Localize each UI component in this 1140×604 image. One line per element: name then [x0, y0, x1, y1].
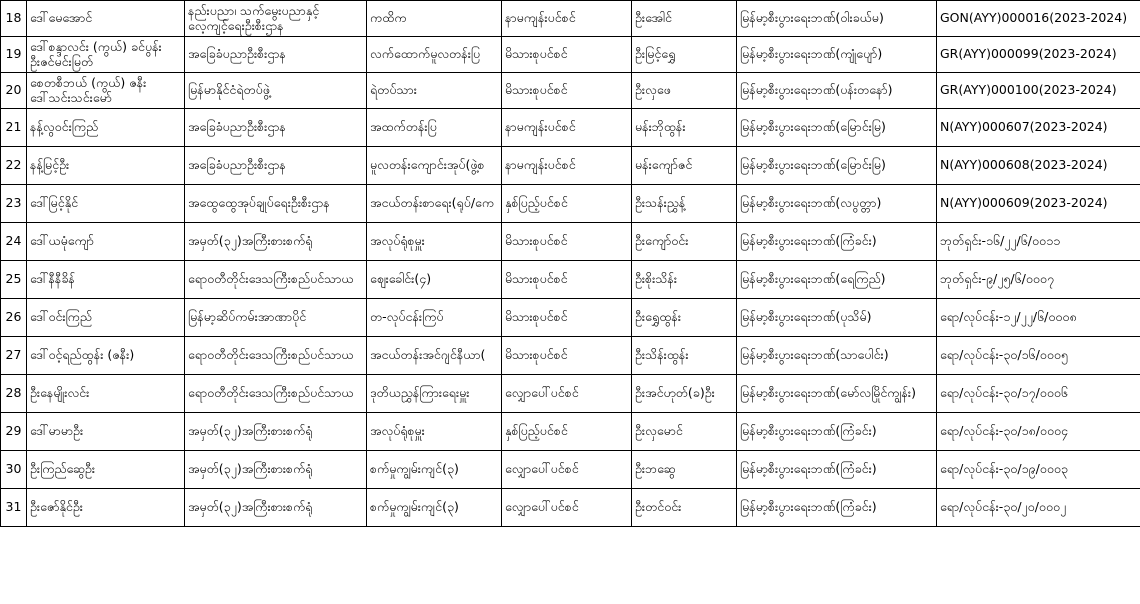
cell-bank: မြန်မာ့စီးပွားရေးဘဏ်(ကြံခင်း)	[737, 489, 937, 527]
cell-bank: မြန်မာ့စီးပွားရေးဘဏ်(ကြံခင်း)	[737, 223, 937, 261]
cell-department: အမှတ်(၃၂)အကြီးစားစက်ရုံ	[185, 223, 367, 261]
cell-name	[27, 73, 185, 109]
cell-department: အခြေခံပညာဦးစီးဌာန	[185, 147, 367, 185]
cell-name-line-2: ဒေါ်သင်းသင်းမော်	[30, 89, 112, 105]
row-number: 24	[1, 223, 27, 261]
row-number: 23	[1, 185, 27, 223]
cell-bank: မြန်မာ့စီးပွားရေးဘဏ်(ကြံခင်း)	[737, 413, 937, 451]
cell-position: အလုပ်ရုံစုမှူး	[367, 223, 502, 261]
cell-position: အငယ်တန်းအင်ဂျင်နီယာ(	[367, 337, 502, 375]
cell-supervisor: ဦးဘဆွေ	[632, 451, 737, 489]
cell-department-line-1: နည်းပညာ၊ သက်မွေးပညာနှင့်	[188, 2, 320, 18]
cell-bank: မြန်မာ့စီးပွားရေးဘဏ်(ဝါးခယ်မ)	[737, 1, 937, 37]
cell-supervisor: ဦးလှဖေ	[632, 73, 737, 109]
cell-code: ရော/လုပ်ငန်း-၃၀/၁၉/၀၀၀၃	[937, 451, 1140, 489]
table-row[interactable]	[1, 147, 1140, 185]
cell-department: အမှတ်(၃၂)အကြီးစားစက်ရုံ	[185, 413, 367, 451]
cell-code: ရော/လုပ်ငန်း-၁၂/၂၂/၆/၀၀၀၈	[937, 299, 1140, 337]
cell-code: ရော/လုပ်ငန်း-၃၀/၁၈/၀၀၀၄	[937, 413, 1140, 451]
cell-code: ဘုတ်ရှင်း-၉/၂၅/၆/၀၀၀၇	[937, 261, 1140, 299]
cell-name-line-1: ဒေါ်စန္ဒာလင်း (ကွယ်) ခင်ပွန်း	[30, 38, 162, 54]
row-number: 26	[1, 299, 27, 337]
cell-department: မြန်မာနိုင်ငံရဲတပ်ဖွဲ့	[185, 73, 367, 109]
cell-region: နာမကျန်းပင်စင်	[502, 147, 632, 185]
cell-supervisor: ဦးအင်ဟုတ်(ခ)ဦး	[632, 375, 737, 413]
cell-department: ရောဝတီတိုင်းဒေသကြီးစည်ပင်သာယ	[185, 261, 367, 299]
cell-department-line-2: လေ့ကျင့်ရေးဦးစီးဌာန	[188, 17, 284, 33]
table-row[interactable]	[1, 261, 1140, 299]
row-number: 22	[1, 147, 27, 185]
cell-name: ဒေါ်မြင့်နိုင်	[27, 185, 185, 223]
cell-bank: မြန်မာ့စီးပွားရေးဘဏ်(မော်လမြိုင်ကျွန်း)	[737, 375, 937, 413]
cell-code: ရော/လုပ်ငန်း-၃၀/၁၆/၀၀၀၅	[937, 337, 1140, 375]
cell-code: GON(AYY)000016(2023-2024)	[937, 1, 1140, 37]
row-number: 25	[1, 261, 27, 299]
table-body	[1, 1, 1140, 527]
cell-position: စက်မှုကျွမ်းကျင်(၃)	[367, 451, 502, 489]
cell-region: လျှောပေါ်ပင်စင်	[502, 489, 632, 527]
cell-department: ရောဝတီတိုင်းဒေသကြီးစည်ပင်သာယ	[185, 375, 367, 413]
cell-name: ဒေါ်ဝင်းကြည်	[27, 299, 185, 337]
cell-name-line-1: စေတစီဘယ် (ကွယ်) ဇနီး	[30, 74, 147, 90]
table-row[interactable]	[1, 185, 1140, 223]
table-row[interactable]	[1, 451, 1140, 489]
cell-department: အခြေခံပညာဦးစီးဌာန	[185, 109, 367, 147]
cell-region: နှစ်ပြည့်ပင်စင်	[502, 185, 632, 223]
cell-supervisor: ဦးကျော်ဝင်း	[632, 223, 737, 261]
table-row[interactable]	[1, 109, 1140, 147]
table-row[interactable]	[1, 299, 1140, 337]
cell-code: N(AYY)000609(2023-2024)	[937, 185, 1140, 223]
cell-name: ဦးနေမျိုးလင်း	[27, 375, 185, 413]
cell-name: ဒေါ်ဝင့်ရည်ထွန်း (ဇနီး)	[27, 337, 185, 375]
cell-name: ဒေါ်မာမာဦး	[27, 413, 185, 451]
table-row[interactable]	[1, 1, 1140, 37]
cell-code: ဘုတ်ရှင်း-၁၆/၂၂/၆/၀၀၁၁	[937, 223, 1140, 261]
cell-position: တ-လုပ်ငန်းကြပ်	[367, 299, 502, 337]
cell-department	[185, 1, 367, 37]
cell-position: ဈေးခေါင်း(၄)	[367, 261, 502, 299]
cell-code: N(AYY)000608(2023-2024)	[937, 147, 1140, 185]
cell-department: မြန်မာ့ဆိပ်ကမ်းအာဏာပိုင်	[185, 299, 367, 337]
table-row[interactable]	[1, 337, 1140, 375]
cell-supervisor: ဦးသန်းညွှန့်	[632, 185, 737, 223]
cell-position: မူလတန်းကျောင်းအုပ်(ဖွဲ့စ	[367, 147, 502, 185]
row-number: 30	[1, 451, 27, 489]
cell-name: ဒေါ်မေအောင်	[27, 1, 185, 37]
cell-supervisor: ဦးအေါင်	[632, 1, 737, 37]
cell-name: ဒေါ်နီနီခိန်	[27, 261, 185, 299]
cell-supervisor: ဦးတင်ဝင်း	[632, 489, 737, 527]
cell-supervisor: ဦးလှမောင်	[632, 413, 737, 451]
row-number: 28	[1, 375, 27, 413]
row-number: 27	[1, 337, 27, 375]
cell-region: မိသားစုပင်စင်	[502, 337, 632, 375]
cell-bank: မြန်မာ့စီးပွားရေးဘဏ်(လပွတ္တာ)	[737, 185, 937, 223]
table-row[interactable]	[1, 37, 1140, 73]
cell-code: ရော/လုပ်ငန်း-၃၀/၂၀/၀၀၀၂	[937, 489, 1140, 527]
row-number: 21	[1, 109, 27, 147]
cell-position: ရဲတပ်သား	[367, 73, 502, 109]
cell-bank: မြန်မာ့စီးပွားရေးဘဏ်(ကျုံပျော်)	[737, 37, 937, 73]
cell-bank: မြန်မာ့စီးပွားရေးဘဏ်(ပုသိမ်)	[737, 299, 937, 337]
cell-department: အမှတ်(၃၂)အကြီးစားစက်ရုံ	[185, 451, 367, 489]
cell-position: လက်ထောက်မူလတန်းပြ	[367, 37, 502, 73]
cell-name-line-2: ဦးဇင်မင်းမြတ်	[30, 53, 94, 69]
cell-region: နာမကျန်းပင်စင်	[502, 109, 632, 147]
cell-region: မိသားစုပင်စင်	[502, 261, 632, 299]
cell-department: အခြေခံပညာဦးစီးဌာန	[185, 37, 367, 73]
cell-region: မိသားစုပင်စင်	[502, 73, 632, 109]
cell-bank: မြန်မာ့စီးပွားရေးဘဏ်(မြောင်းမြ)	[737, 147, 937, 185]
cell-position: စက်မှုကျွမ်းကျင်(၃)	[367, 489, 502, 527]
cell-name: ဦးဇော်နိုင်ဦး	[27, 489, 185, 527]
cell-region: လျှောပေါ်ပင်စင်	[502, 451, 632, 489]
cell-region: နာမကျန်းပင်စင်	[502, 1, 632, 37]
row-number: 18	[1, 1, 27, 37]
cell-region: မိသားစုပင်စင်	[502, 37, 632, 73]
cell-supervisor: မန်းဘိုထွန်း	[632, 109, 737, 147]
cell-name: ဒေါ်ယမုံကျော်	[27, 223, 185, 261]
cell-supervisor: ဦးသိန်းထွန်း	[632, 337, 737, 375]
cell-supervisor: ဦးမြင့်ရွှေ	[632, 37, 737, 73]
row-number: 31	[1, 489, 27, 527]
cell-code: N(AYY)000607(2023-2024)	[937, 109, 1140, 147]
cell-bank: မြန်မာ့စီးပွားရေးဘဏ်(သာပေါင်း)	[737, 337, 937, 375]
cell-code: ရော/လုပ်ငန်း-၃၀/၁၇/၀၀၀၆	[937, 375, 1140, 413]
cell-code: GR(AYY)000099(2023-2024)	[937, 37, 1140, 73]
cell-region: မိသားစုပင်စင်	[502, 299, 632, 337]
cell-supervisor: ဦးစိုးသိန်း	[632, 261, 737, 299]
table-row[interactable]	[1, 223, 1140, 261]
cell-name	[27, 37, 185, 73]
row-number: 19	[1, 37, 27, 73]
cell-name: ဦးကြည်ဆွေဦး	[27, 451, 185, 489]
table-row[interactable]	[1, 489, 1140, 527]
cell-position: အလုပ်ရုံစုမှူး	[367, 413, 502, 451]
cell-bank: မြန်မာ့စီးပွားရေးဘဏ်(ပန်းတနော်)	[737, 73, 937, 109]
cell-name: နန့်မြင့်ဦး	[27, 147, 185, 185]
table-row[interactable]	[1, 375, 1140, 413]
cell-bank: မြန်မာ့စီးပွားရေးဘဏ်(ကြံခင်း)	[737, 451, 937, 489]
cell-position: အထက်တန်းပြ	[367, 109, 502, 147]
cell-region: လျှောပေါ်ပင်စင်	[502, 375, 632, 413]
table-row[interactable]	[1, 413, 1140, 451]
cell-department: အထွေထွေအုပ်ချုပ်ရေးဦးစီးဌာန	[185, 185, 367, 223]
cell-position: အငယ်တန်းစာရေး(ရုပ်/ကေ	[367, 185, 502, 223]
cell-position: ဒုတိယညွှန်ကြားရေးမှူး	[367, 375, 502, 413]
cell-bank: မြန်မာ့စီးပွားရေးဘဏ်(ရေကြည်)	[737, 261, 937, 299]
cell-code: GR(AYY)000100(2023-2024)	[937, 73, 1140, 109]
cell-department: ရောဝတီတိုင်းဒေသကြီးစည်ပင်သာယ	[185, 337, 367, 375]
cell-supervisor: မန်းကျော်ဇင်	[632, 147, 737, 185]
table-row[interactable]	[1, 73, 1140, 109]
cell-name: နန့်လွဝင်းကြည်	[27, 109, 185, 147]
cell-position: ကထိက	[367, 1, 502, 37]
cell-supervisor: ဦးရွှေထွန်း	[632, 299, 737, 337]
cell-bank: မြန်မာ့စီးပွားရေးဘဏ်(မြောင်းမြ)	[737, 109, 937, 147]
row-number: 29	[1, 413, 27, 451]
cell-region: မိသားစုပင်စင်	[502, 223, 632, 261]
cell-region: နှစ်ပြည့်ပင်စင်	[502, 413, 632, 451]
cell-department: အမှတ်(၃၂)အကြီးစားစက်ရုံ	[185, 489, 367, 527]
row-number: 20	[1, 73, 27, 109]
